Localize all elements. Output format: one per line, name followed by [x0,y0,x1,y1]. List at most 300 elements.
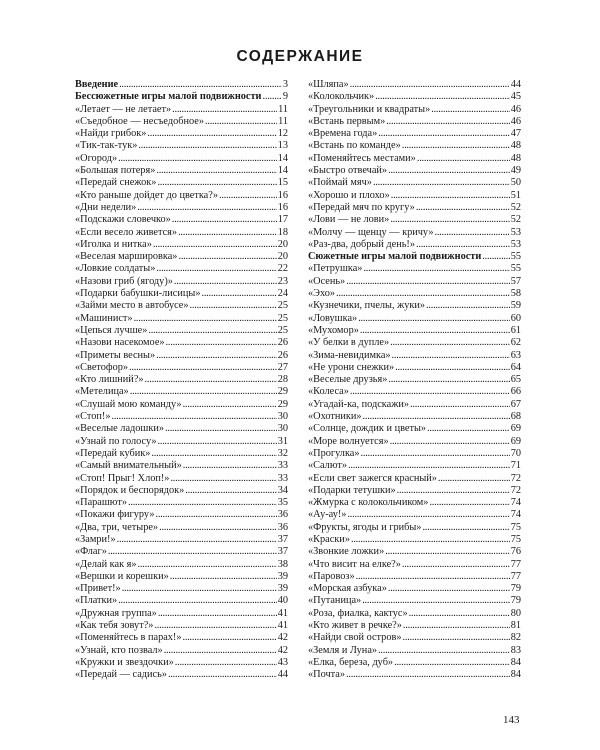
toc-entry-title: «Что висит на елке?» [308,558,401,570]
toc-entry-page: 53 [510,238,521,250]
toc-entry-title: Бессюжетные игры малой подвижности [75,91,262,103]
dot-leader [397,485,510,497]
toc-entry-title: «Охотники» [308,411,362,423]
dot-leader [156,165,276,177]
toc-entry-page: 84 [510,656,521,668]
dot-leader [159,522,277,534]
toc-entry-title: «Кто живет в речке?» [308,620,402,632]
toc-entry-title: «Передай — садись» [75,669,167,681]
toc-entry-title: «Поменяйтесь местами» [308,152,416,164]
toc-entry-page: 22 [277,263,288,275]
toc-entry [308,325,521,337]
toc-entry-title: «Прогулка» [308,447,360,459]
toc-entry [308,571,521,583]
toc-entry-title: «Подскажи словечко» [75,214,171,226]
toc-entry-page: 17 [277,214,288,226]
toc-entry [75,116,288,128]
dot-leader [360,325,510,337]
toc-entry-title: «Треугольники и квадраты» [308,103,431,115]
toc-entry-page: 53 [510,226,521,238]
toc-entry-title: «Парашют» [75,497,128,509]
toc-entry [308,239,521,251]
toc-entry [75,411,288,423]
toc-entry-title: «Дни недели» [75,201,137,213]
toc-entry-title: «Поменяйтесь в парах!» [75,632,182,644]
toc-entry-page: 46 [510,115,521,127]
toc-entry-title: «Иголка и нитка» [75,238,152,250]
toc-entry-page: 69 [510,423,521,435]
toc-entry-title: «Порядок и беспорядок» [75,484,185,496]
toc-entry [75,423,288,435]
dot-leader [390,337,510,349]
toc-entry [75,140,288,152]
toc-entry-page: 71 [510,460,521,472]
toc-entry [75,239,288,251]
dot-leader [183,399,277,411]
toc-entry-page: 75 [510,533,521,545]
toc-entry [75,288,288,300]
toc-entry-title: «Кружки и звездочки» [75,656,174,668]
dot-leader [172,214,277,226]
toc-entry [75,214,288,226]
toc-entry-title: «Эхо» [308,288,335,300]
dot-leader [178,251,276,263]
toc-entry-page: 42 [277,644,288,656]
toc-entry-page: 26 [277,349,288,361]
toc-entry-page: 11 [278,115,288,127]
toc-column-left [75,79,288,682]
toc-entry-page: 14 [277,165,288,177]
toc-entry [308,645,521,657]
dot-leader [482,251,509,263]
toc-entry-title: «Привет!» [75,583,121,595]
toc-entry [75,104,288,116]
toc-entry-title: «Роза, фиалка, кактус» [308,607,408,619]
toc-entry-title: «Ловушка» [308,312,358,324]
toc-entry-page: 27 [277,361,288,373]
toc-entry-page: 67 [510,398,521,410]
toc-entry-page: 77 [510,558,521,570]
toc-entry [308,214,521,226]
toc-entry-page: 30 [277,423,288,435]
toc-entry-title: «Жмурка с колокольчиком» [308,497,429,509]
toc-entry [308,153,521,165]
toc-entry-title: «Вершки и корешки» [75,570,169,582]
toc-entry-title: «Как тебя зовут?» [75,620,154,632]
toc-entry-page: 47 [510,128,521,140]
dot-leader [429,497,509,509]
toc-entry-title: «Хорошо и плохо» [308,189,390,201]
toc-entry [308,190,521,202]
toc-entry-title: «Флаг» [75,546,107,558]
toc-entry-page: 59 [510,300,521,312]
dot-leader [138,559,277,571]
toc-entry [75,399,288,411]
toc-entry-title: «Веселые ладошки» [75,423,164,435]
dot-leader [346,276,509,288]
dot-leader [175,657,277,669]
dot-leader [185,485,276,497]
toc-entry [75,276,288,288]
dot-leader [391,190,510,202]
dot-leader [138,140,276,152]
toc-entry [75,177,288,189]
dot-leader [157,177,276,189]
toc-entry [75,460,288,472]
toc-entry-page: 80 [510,607,521,619]
toc-entry-page: 48 [510,152,521,164]
toc-entry-page: 24 [277,288,288,300]
toc-entry-title: «Если весело живется» [75,226,178,238]
toc-entry-title: «Звонкие ложки» [308,546,385,558]
dot-leader [128,497,277,509]
dot-leader [417,153,510,165]
toc-entry-title: Сюжетные игры малой подвижности [308,251,482,263]
toc-entry-page: 9 [282,91,288,103]
toc-entry-page: 50 [510,177,521,189]
toc-entry-title: «Огород» [75,152,118,164]
dot-leader [108,546,277,558]
toc-entry-title: «Тик-так-тук» [75,140,138,152]
dot-leader [388,165,510,177]
dot-leader [392,350,510,362]
dot-leader [346,669,510,681]
toc-entry [75,595,288,607]
toc-entry [308,337,521,349]
toc-entry [308,559,521,571]
toc-entry [75,509,288,521]
toc-entry-page: 35 [277,497,288,509]
toc-entry-title: «Подарки бабушки-лисицы» [75,288,201,300]
toc-entry [75,165,288,177]
toc-section-heading [75,79,288,91]
toc-entry-title: «Узнай, кто позвал» [75,644,163,656]
dot-leader [385,546,509,558]
toc-entry-title: «Морская азбука» [308,583,387,595]
toc-entry [75,571,288,583]
dot-leader [427,423,510,435]
toc-entry-title: «Назови насекомое» [75,337,165,349]
toc-entry-page: 37 [277,533,288,545]
toc-entry-page: 29 [277,398,288,410]
toc-entry-title: «Метелица» [75,386,129,398]
toc-entry-page: 12 [277,128,288,140]
toc-entry-page: 3 [282,79,288,90]
toc-entry-page: 36 [277,521,288,533]
toc-entry-title: «У белки в дупле» [308,337,390,349]
dot-leader [147,128,276,140]
dot-leader [158,436,277,448]
toc-entry-page: 83 [510,644,521,656]
dot-leader [111,411,276,423]
toc-entry-page: 25 [277,312,288,324]
dot-leader [363,411,510,423]
toc-entry-title: «Найди грибок» [75,128,147,140]
dot-leader [350,79,510,91]
toc-entry-page: 34 [277,484,288,496]
toc-entry-title: «Большая потеря» [75,165,156,177]
toc-entry [308,350,521,362]
toc-entry-title: «Ау-ау!» [308,509,347,521]
toc-section-heading [308,251,521,263]
toc-entry [75,190,288,202]
dot-leader [170,473,276,485]
toc-entry-title: «Салют» [308,460,348,472]
dot-leader [153,239,277,251]
toc-entry-title: «Слушай мою команду» [75,398,182,410]
toc-entry-page: 38 [277,558,288,570]
dot-leader [431,104,509,116]
toc-entry-title: «Фрукты, ягоды и грибы» [308,521,422,533]
toc-entry-title: «Самый внимательный» [75,460,182,472]
toc-entry-page: 65 [510,374,521,386]
toc-entry-title: «Назови гриб (ягоду)» [75,275,173,287]
toc-entry [75,485,288,497]
toc-entry-page: 58 [510,288,521,300]
dot-leader [426,300,510,312]
toc-entry [308,522,521,534]
toc-entry [308,362,521,374]
dot-leader [358,313,510,325]
toc-entry [308,473,521,485]
toc-entry [75,632,288,644]
toc-column-right [308,79,521,682]
toc-entry-page: 68 [510,411,521,423]
toc-entry-page: 39 [277,583,288,595]
toc-entry-page: 40 [277,595,288,607]
toc-entry [308,546,521,558]
dot-leader [388,583,510,595]
dot-leader [168,669,277,681]
toc-entry [308,620,521,632]
dot-leader [438,473,510,485]
toc-entry-page: 42 [277,632,288,644]
dot-leader [378,645,510,657]
dot-leader [410,399,510,411]
toc-entry [308,632,521,644]
toc-entry-page: 43 [277,656,288,668]
dot-leader [166,337,277,349]
dot-leader [403,620,510,632]
toc-entry-title: «Паровоз» [308,570,355,582]
toc-entry-title: «Если свет зажегся красный» [308,472,437,484]
toc-entry [75,362,288,374]
dot-leader [402,559,510,571]
toc-entry-title: «Передай снежок» [75,177,157,189]
toc-entry [308,276,521,288]
toc-entry-title: «Веселые друзья» [308,374,388,386]
dot-leader [351,534,510,546]
dot-leader [129,362,277,374]
dot-leader [117,534,277,546]
toc-entry [75,473,288,485]
toc-entry-title: «Съедобное — несъедобное» [75,115,204,127]
toc-entry-title: «Поймай мяч» [308,177,372,189]
toc-entry-page: 75 [510,521,521,533]
toc-entry [308,399,521,411]
toc-entry-page: 37 [277,546,288,558]
toc-entry [75,645,288,657]
toc-entry [75,325,288,337]
dot-leader [378,128,509,140]
toc-entry-page: 39 [277,570,288,582]
dot-leader [170,571,277,583]
toc-entry-page: 23 [277,275,288,287]
toc-entry-page: 52 [510,201,521,213]
dot-leader [156,263,276,275]
toc-entry-title: «Осень» [308,275,346,287]
toc-entry-title: «Замри!» [75,533,116,545]
toc-entry-page: 18 [277,226,288,238]
page-title: СОДЕРЖАНИЕ [236,48,364,65]
toc-entry-page: 45 [510,91,521,103]
dot-leader [386,116,509,128]
toc-entry-title: «Времена года» [308,128,378,140]
dot-leader [375,91,510,103]
toc-entry [75,657,288,669]
toc-entry-page: 79 [510,595,521,607]
toc-entry [75,522,288,534]
toc-entry [75,546,288,558]
toc-entry-page: 77 [510,570,521,582]
toc-entry [75,559,288,571]
toc-entry-page: 25 [277,324,288,336]
toc-entry-page: 55 [510,251,521,263]
toc-entry-page: 41 [277,620,288,632]
toc-entry-page: 16 [277,189,288,201]
toc-entry [308,263,521,275]
toc-entry-page: 41 [277,607,288,619]
dot-leader [151,448,276,460]
dot-leader [174,276,277,288]
dot-leader [205,116,277,128]
toc-entry-title: «Угадай-ка, подскажи» [308,398,410,410]
dot-leader [130,386,277,398]
toc-entry-title: «Кто лишний?» [75,374,144,386]
toc-entry-title: Введение [75,79,119,90]
toc-entry [75,337,288,349]
dot-leader [416,239,510,251]
dot-leader [183,460,277,472]
toc-entry-page: 64 [510,361,521,373]
toc-entry-title: «Платки» [75,595,118,607]
toc-entry [308,140,521,152]
toc-entry-title: «Цепься лучше» [75,324,148,336]
toc-entry [308,374,521,386]
toc-entry-page: 51 [510,189,521,201]
toc-entry [75,448,288,460]
toc-entry-page: 14 [277,152,288,164]
toc-entry-page: 72 [510,484,521,496]
toc-entry [308,300,521,312]
toc-entry [308,497,521,509]
toc-entry [308,79,521,91]
toc-entry-page: 82 [510,632,521,644]
toc-entry-page: 57 [510,275,521,287]
toc-entry-page: 16 [277,201,288,213]
toc-entry-page: 44 [510,79,521,90]
toc-entry-title: «Ловкие солдаты» [75,263,156,275]
dot-leader [122,583,277,595]
toc-entry-title: «Не урони снежки» [308,361,395,373]
toc-entry-title: «Узнай по голосу» [75,435,157,447]
toc-entry-title: «Колокольчик» [308,91,375,103]
dot-leader [403,632,510,644]
toc-entry [308,128,521,140]
dot-leader [134,313,277,325]
toc-entry-title: «Передай мяч по кругу» [308,201,415,213]
toc-entry-page: 11 [278,103,288,115]
toc-entry [308,460,521,472]
toc-entry-title: «Почта» [308,669,345,681]
toc-entry [308,411,521,423]
dot-leader [390,214,509,226]
toc-entry [308,423,521,435]
toc-entry-title: «Займи место в автобусе» [75,300,189,312]
toc-entry-title: «Стоп!» [75,411,111,423]
toc-entry [308,436,521,448]
toc-entry-page: 20 [277,251,288,263]
toc-entry [308,509,521,521]
toc-entry [308,104,521,116]
dot-leader [118,153,277,165]
dot-leader [155,509,276,521]
toc-entry-page: 60 [510,312,521,324]
toc-entry-title: «Кузнечики, пчелы, жуки» [308,300,426,312]
toc-entry-page: 74 [510,509,521,521]
toc-entry-page: 28 [277,374,288,386]
toc-entry-title: «Покажи фигуру» [75,509,155,521]
toc-entry-page: 70 [510,447,521,459]
toc-section-heading [75,91,288,103]
toc-entry-title: «Шляпа» [308,79,349,90]
toc-entry [308,116,521,128]
dot-leader [190,300,277,312]
toc-entry-page: 84 [510,669,521,681]
toc-entry-page: 69 [510,435,521,447]
toc-entry [308,669,521,681]
dot-leader [119,79,282,91]
toc-entry-page: 13 [277,140,288,152]
toc-entry-title: «Веселая маршировка» [75,251,178,263]
toc-entry-page: 76 [510,546,521,558]
toc-entry [75,608,288,620]
dot-leader [164,645,277,657]
toc-entry-page: 46 [510,103,521,115]
toc-entry-title: «Колеса» [308,386,349,398]
dot-leader [145,374,277,386]
toc-entry-page: 25 [277,300,288,312]
dot-leader [434,227,509,239]
toc-entry-page: 20 [277,238,288,250]
toc-entry [75,436,288,448]
toc-entry-title: «Молчу — щенцу — кричу» [308,226,434,238]
toc-entry [75,263,288,275]
toc-entry-page: 15 [277,177,288,189]
dot-leader [148,325,276,337]
toc-entry [75,313,288,325]
toc-entry [75,374,288,386]
dot-leader [263,91,282,103]
dot-leader [394,657,510,669]
toc-entry-page: 32 [277,447,288,459]
toc-entry [308,485,521,497]
toc-entry-page: 36 [277,509,288,521]
toc-entry-title: «Встань первым» [308,115,386,127]
toc-entry [75,227,288,239]
toc-entry-page: 72 [510,472,521,484]
toc-entry-title: «Петрушка» [308,263,363,275]
